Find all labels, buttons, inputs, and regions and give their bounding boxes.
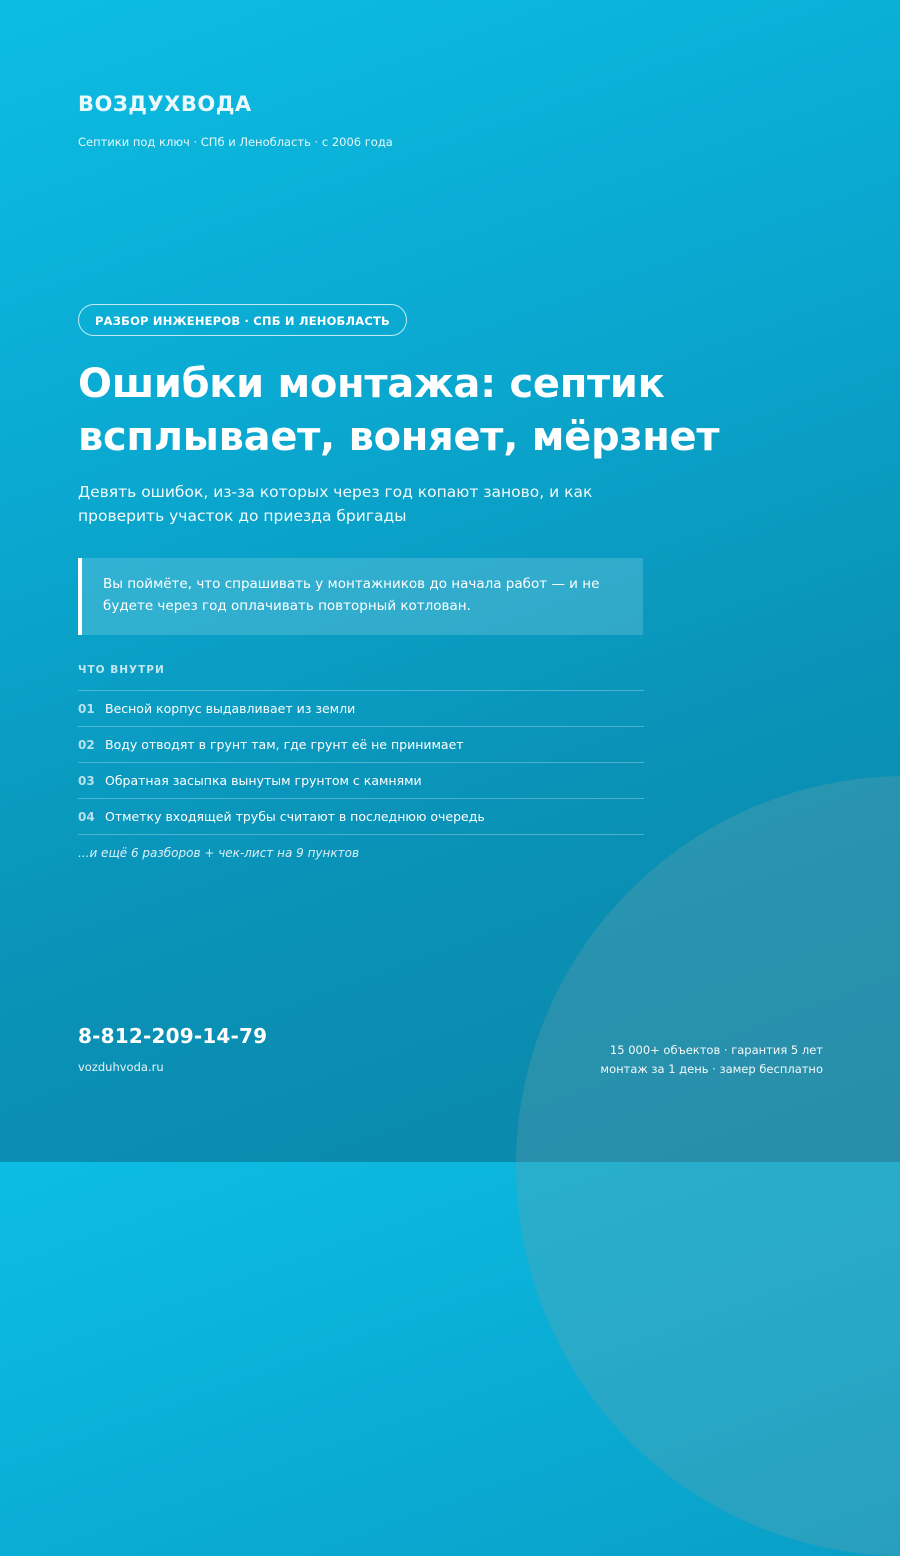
toc-item-text: Воду отводят в грунт там, где грунт её не принимает: [105, 737, 464, 752]
company-stats: [600, 1041, 823, 1079]
toc-item-number: 02: [78, 737, 95, 752]
website-link[interactable]: vozduhvoda.ru: [78, 1060, 164, 1074]
phone-number[interactable]: 8-812-209-14-79: [78, 1024, 268, 1048]
toc-item: [78, 798, 644, 835]
toc-item-text: Весной корпус выдавливает из земли: [105, 701, 356, 716]
toc-list: [78, 690, 644, 835]
brand-tagline: Септики под ключ · СПб и Ленобласть · с 2006 года: [78, 135, 393, 149]
stats-line: 15 000+ объектов · гарантия 5 лет: [609, 1043, 823, 1057]
toc-item-text: Обратная засыпка вынутым грунтом с камнями: [105, 773, 422, 788]
brand-name: ВОЗДУХВОДА: [78, 92, 252, 116]
decorative-circle: [516, 776, 900, 1556]
page-title: Ошибки монтажа: септик всплывает, воняет, мёрзнет: [78, 361, 720, 460]
toc-item-number: 01: [78, 701, 95, 716]
stats-line: монтаж за 1 день · замер бесплатно: [600, 1062, 823, 1076]
toc-item-number: 04: [78, 809, 95, 824]
toc-more-note: ...и ещё 6 разборов + чек-лист на 9 пунктов: [78, 846, 360, 860]
toc-item-number: 03: [78, 773, 95, 788]
highlight-note: Вы поймёте, что спрашивать у монтажников до начала работ — и не будете через год оплачивать повторный котлован.: [78, 558, 643, 635]
toc-item-text: Отметку входящей трубы считают в последнюю очередь: [105, 809, 485, 824]
toc-heading: ЧТО ВНУТРИ: [78, 664, 165, 676]
page-subtitle: Девять ошибок, из-за которых через год копают заново, и как проверить участок до приезда бригады: [78, 483, 593, 525]
category-badge: РАЗБОР ИНЖЕНЕРОВ · СПБ И ЛЕНОБЛАСТЬ: [78, 304, 407, 336]
toc-item: [78, 762, 644, 798]
toc-item: [78, 690, 644, 726]
toc-item: [78, 726, 644, 762]
